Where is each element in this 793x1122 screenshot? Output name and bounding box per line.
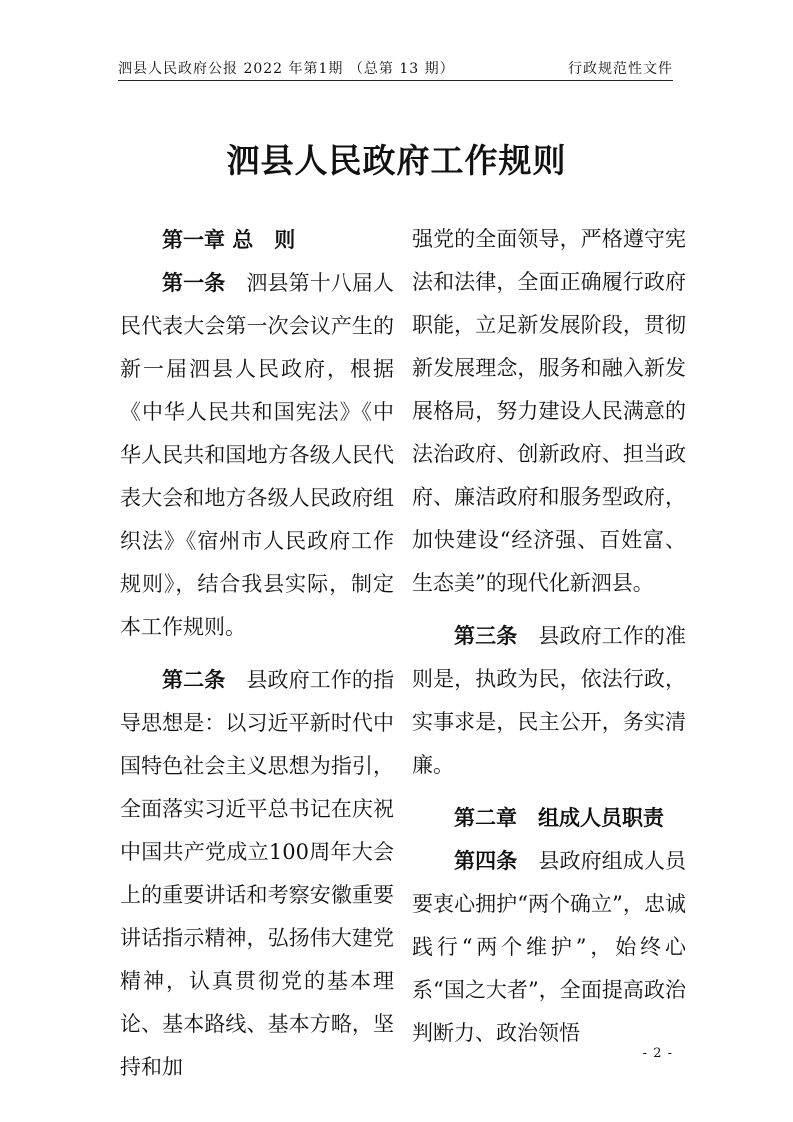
chapter-heading-1: 第一章 总 则 [162,227,296,252]
article-4-label: 第四条 [454,848,518,873]
article-2 [120,658,394,1089]
article-2-label: 第二条 [162,667,226,692]
article-3 [412,614,686,787]
document-title: 泗县人民政府工作规则 [226,141,567,180]
article-3-label: 第三条 [454,623,518,648]
article-2-text: 县政府工作的指导思想是：以习近平新时代中国特色社会主义思想为指引，全面落实习近平总书记在庆祝中国共产党成立100周年大会上的重要讲话和考察安徽重要讲话指示精神，弘扬伟大建党精神，认真贯彻党的基本理论、基本路线、基本方略，坚持和加 [120,668,395,1079]
left-column [120,218,394,1089]
article-4-text: 县政府组成人员要衷心拥护“两个确立”，忠诚践行“两个维护”，始终心系“国之大者”，全面提高政治判断力、政治领悟 [412,849,687,1045]
article-1 [120,261,394,649]
bulletin-header: 泗县人民政府公报 2022 年第1期 （总第 13 期） [118,61,455,77]
chapter-heading-2: 第二章 组成人员职责 [454,805,664,830]
article-2-continued: 强党的全面领导，严格遵守宪法和法律，全面正确履行政府职能，立足新发展阶段，贯彻新发展理念，服务和融入新发展格局，努力建设人民满意的法治政府、创新政府、担当政府、廉洁政府和服务型政府，加快建设“经济强、百姓富、生态美”的现代化新泗县。 [412,227,686,595]
right-column [412,218,686,1055]
page-number: - 2 - [642,1046,673,1061]
header-divider [118,80,673,81]
article-1-label: 第一条 [162,270,226,295]
article-3-text: 县政府工作的准则是，执政为民，依法行政，实事求是，民主公开，务实清廉。 [412,624,687,777]
document-category: 行政规范性文件 [568,61,673,77]
article-1-text: 泗县第十八届人民代表大会第一次会议产生的新一届泗县人民政府，根据《中华人民共和国宪法》《中华人民共和国地方各级人民代表大会和地方各级人民政府组织法》《宿州市人民政府工作规则》，结合我县实际，制定本工作规则。 [120,271,395,639]
article-4 [412,839,686,1055]
